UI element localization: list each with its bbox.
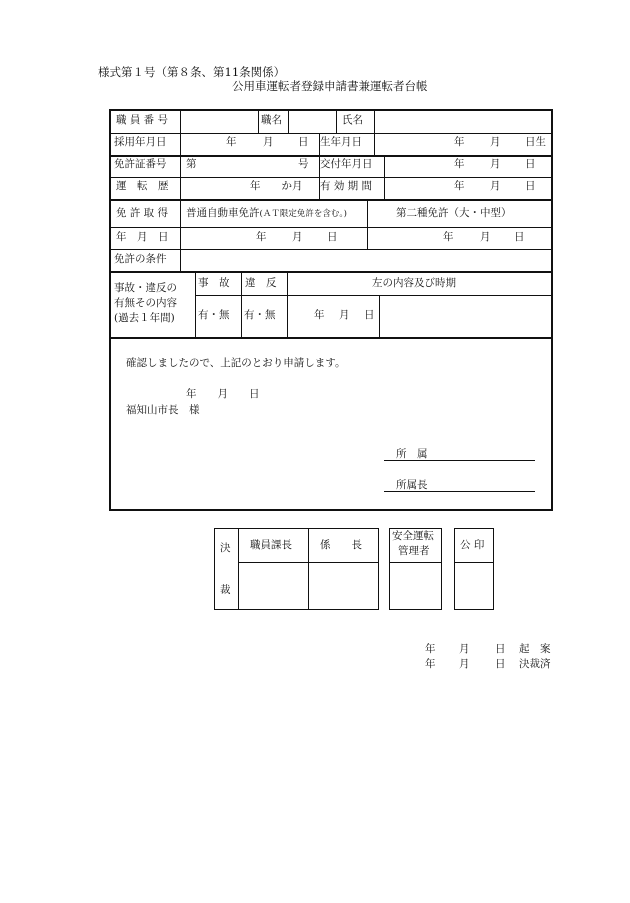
issue-date-label: 交付年月日 — [320, 158, 373, 170]
birth-date-label: 生年月日 — [320, 136, 362, 148]
accident-label-line1: 事故・違反の — [114, 282, 177, 294]
decision-top: 決 — [220, 542, 231, 554]
drafted-label: 起 案 — [519, 643, 551, 655]
regular-license-day: 日 — [327, 231, 338, 243]
form-number: 様式第１号（第８条、第11条関係） — [98, 65, 286, 79]
declaration-statement: 確認しましたので、上記のとおり申請します。 — [126, 357, 346, 369]
second-license-month: 月 — [480, 231, 491, 243]
details-month: 月 — [339, 309, 350, 321]
accident-yes-no: 有・無 — [198, 309, 230, 321]
driving-history-unit: 年 か月 — [250, 180, 303, 192]
approved-year: 年 — [425, 658, 436, 670]
valid-day: 日 — [525, 180, 536, 192]
accident-header: 事 故 — [198, 277, 230, 289]
drafted-month: 月 — [459, 643, 470, 655]
approved-month: 月 — [459, 658, 470, 670]
accident-label-line2: 有無その内容 — [114, 297, 177, 309]
supervisor-underline — [384, 491, 535, 492]
employee-number-label: 職 員 番 号 — [116, 114, 169, 126]
birth-day-suffix: 日生 — [525, 136, 546, 148]
regular-license-label — [186, 208, 347, 219]
supervisor-label: 所属長 — [396, 479, 428, 491]
official-seal-label: 公 印 — [460, 539, 485, 551]
license-date-label: 年 月 日 — [116, 231, 169, 243]
violation-header: 違 反 — [245, 277, 277, 289]
driving-history-label: 運 転 歴 — [116, 180, 169, 192]
regular-license-month: 月 — [292, 231, 303, 243]
second-license-day: 日 — [514, 231, 525, 243]
affiliation-underline — [384, 460, 535, 461]
valid-year: 年 — [454, 180, 465, 192]
approved-label: 決裁済 — [519, 658, 551, 670]
valid-month: 月 — [490, 180, 501, 192]
form-title: 公用車運転者登録申請書兼運転者台帳 — [232, 79, 428, 93]
license-number-label: 免許証番号 — [114, 158, 167, 170]
affiliation-label: 所 属 — [396, 448, 428, 460]
position-label: 職名 — [261, 114, 282, 126]
valid-period-label: 有 効 期 間 — [320, 180, 373, 192]
hire-date-label: 採用年月日 — [114, 136, 167, 148]
hire-month: 月 — [263, 136, 274, 148]
drafted-day: 日 — [495, 643, 506, 655]
hire-day: 日 — [298, 136, 309, 148]
second-class-license-label: 第二種免許（大・中型） — [396, 207, 512, 219]
license-acquired-label: 免 許 取 得 — [116, 207, 169, 219]
violation-yes-no: 有・無 — [244, 309, 276, 321]
details-header: 左の内容及び時期 — [372, 277, 456, 289]
drafted-year: 年 — [425, 643, 436, 655]
issue-day: 日 — [525, 158, 536, 170]
regular-license-text: 普通自動車免許 — [186, 207, 260, 219]
details-day: 日 — [364, 309, 375, 321]
second-license-year: 年 — [443, 231, 454, 243]
issue-month: 月 — [490, 158, 501, 170]
name-label: 氏名 — [342, 114, 363, 126]
license-conditions-label: 免許の条件 — [114, 253, 167, 265]
regular-license-year: 年 — [256, 231, 267, 243]
approved-day: 日 — [495, 658, 506, 670]
staff-chief-label: 係 長 — [320, 539, 362, 551]
license-number-suffix: 号 — [298, 158, 309, 170]
at-limited-note: (ＡＴ限定免許を含む。) — [259, 209, 347, 219]
decision-bottom: 裁 — [220, 584, 231, 596]
birth-year: 年 — [454, 136, 465, 148]
issue-year: 年 — [454, 158, 465, 170]
addressee: 福知山市長 様 — [126, 404, 200, 416]
details-year: 年 — [314, 309, 325, 321]
safety-manager-line2: 管理者 — [398, 545, 430, 557]
declaration-date: 年 月 日 — [186, 388, 260, 400]
birth-month: 月 — [490, 136, 501, 148]
accident-label-line3: (過去１年間) — [114, 312, 175, 324]
license-number-prefix: 第 — [186, 158, 197, 170]
hire-year: 年 — [226, 136, 237, 148]
section-chief-label: 職員課長 — [250, 539, 292, 551]
safety-manager-line1: 安全運転 — [392, 530, 434, 542]
